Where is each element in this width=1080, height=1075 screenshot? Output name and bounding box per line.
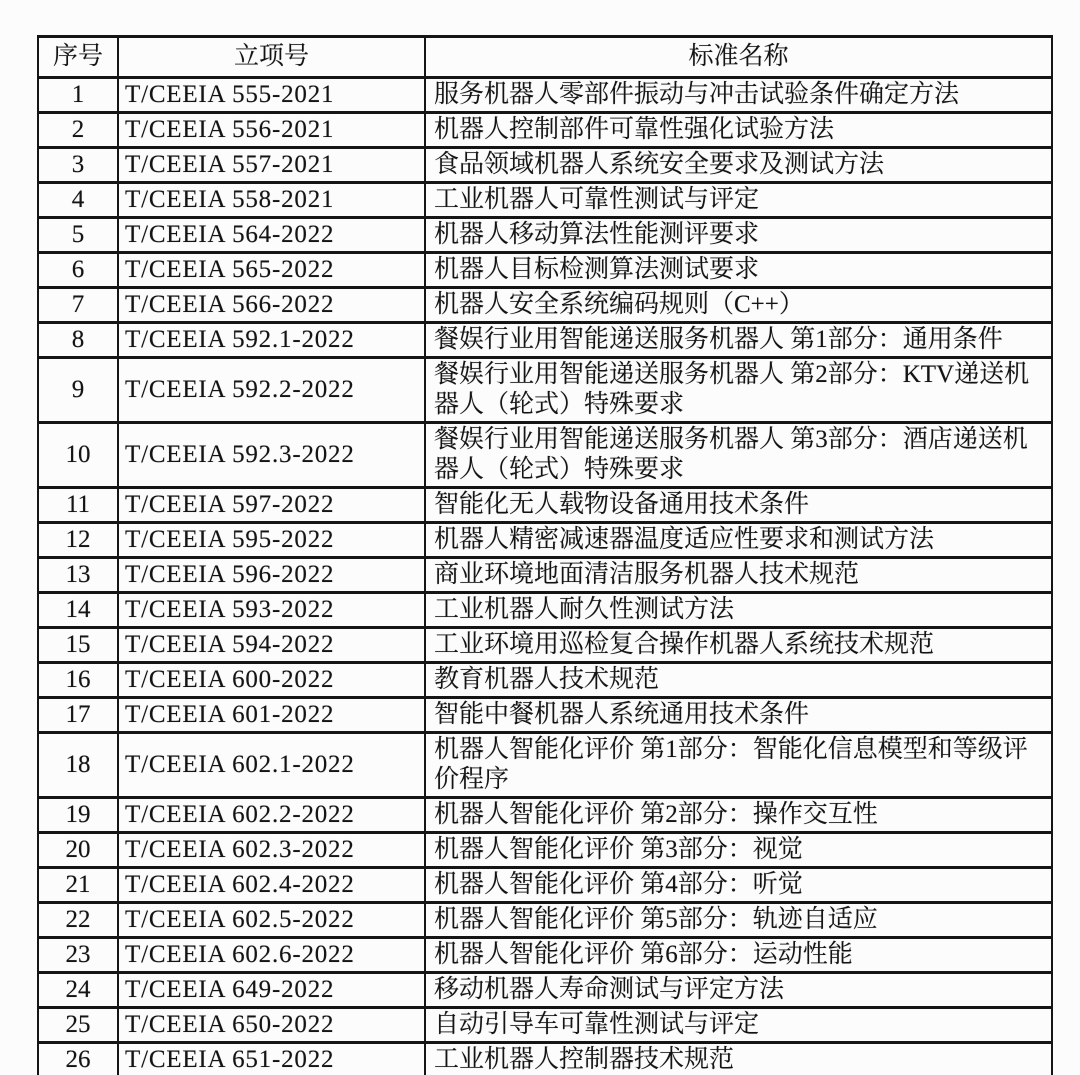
cell-project-number: T/CEEIA 650-2022 bbox=[118, 1008, 425, 1043]
cell-project-number: T/CEEIA 602.5-2022 bbox=[118, 903, 425, 938]
cell-serial-number: 23 bbox=[38, 938, 118, 973]
cell-project-number: T/CEEIA 592.3-2022 bbox=[118, 423, 425, 488]
cell-project-number: T/CEEIA 558-2021 bbox=[118, 183, 425, 218]
cell-serial-number: 9 bbox=[38, 358, 118, 423]
cell-serial-number: 20 bbox=[38, 833, 118, 868]
table-row bbox=[38, 938, 1052, 973]
cell-project-number: T/CEEIA 592.1-2022 bbox=[118, 323, 425, 358]
table-row bbox=[38, 733, 1052, 798]
table-row bbox=[38, 833, 1052, 868]
cell-serial-number: 25 bbox=[38, 1008, 118, 1043]
cell-project-number: T/CEEIA 593-2022 bbox=[118, 593, 425, 628]
cell-standard-name: 机器人智能化评价 第3部分：视觉 bbox=[425, 833, 1052, 868]
cell-serial-number: 7 bbox=[38, 288, 118, 323]
table-row bbox=[38, 78, 1052, 113]
cell-project-number: T/CEEIA 602.4-2022 bbox=[118, 868, 425, 903]
table-header-row bbox=[38, 37, 1052, 78]
cell-project-number: T/CEEIA 596-2022 bbox=[118, 558, 425, 593]
table-row bbox=[38, 523, 1052, 558]
cell-project-number: T/CEEIA 592.2-2022 bbox=[118, 358, 425, 423]
cell-standard-name: 机器人安全系统编码规则（C++） bbox=[425, 288, 1052, 323]
table-row bbox=[38, 903, 1052, 938]
table-row bbox=[38, 113, 1052, 148]
cell-serial-number: 18 bbox=[38, 733, 118, 798]
table-row bbox=[38, 183, 1052, 218]
column-header-project-number: 立项号 bbox=[118, 37, 425, 78]
table-row bbox=[38, 628, 1052, 663]
cell-serial-number: 4 bbox=[38, 183, 118, 218]
table-row bbox=[38, 663, 1052, 698]
cell-project-number: T/CEEIA 565-2022 bbox=[118, 253, 425, 288]
cell-serial-number: 13 bbox=[38, 558, 118, 593]
cell-project-number: T/CEEIA 556-2021 bbox=[118, 113, 425, 148]
table-row bbox=[38, 868, 1052, 903]
cell-serial-number: 6 bbox=[38, 253, 118, 288]
cell-serial-number: 16 bbox=[38, 663, 118, 698]
cell-standard-name: 工业机器人可靠性测试与评定 bbox=[425, 183, 1052, 218]
cell-serial-number: 17 bbox=[38, 698, 118, 733]
cell-serial-number: 26 bbox=[38, 1043, 118, 1075]
table-row bbox=[38, 358, 1052, 423]
cell-standard-name: 服务机器人零部件振动与冲击试验条件确定方法 bbox=[425, 78, 1052, 113]
table-row bbox=[38, 1008, 1052, 1043]
cell-serial-number: 11 bbox=[38, 488, 118, 523]
cell-standard-name: 智能中餐机器人系统通用技术条件 bbox=[425, 698, 1052, 733]
cell-project-number: T/CEEIA 566-2022 bbox=[118, 288, 425, 323]
cell-standard-name: 移动机器人寿命测试与评定方法 bbox=[425, 973, 1052, 1008]
cell-standard-name: 餐娱行业用智能递送服务机器人 第3部分：酒店递送机器人（轮式）特殊要求 bbox=[425, 423, 1052, 488]
cell-project-number: T/CEEIA 601-2022 bbox=[118, 698, 425, 733]
cell-standard-name: 工业机器人耐久性测试方法 bbox=[425, 593, 1052, 628]
cell-serial-number: 1 bbox=[38, 78, 118, 113]
cell-standard-name: 机器人智能化评价 第5部分：轨迹自适应 bbox=[425, 903, 1052, 938]
cell-serial-number: 12 bbox=[38, 523, 118, 558]
cell-serial-number: 8 bbox=[38, 323, 118, 358]
cell-standard-name: 工业环境用巡检复合操作机器人系统技术规范 bbox=[425, 628, 1052, 663]
table-row bbox=[38, 423, 1052, 488]
cell-standard-name: 机器人智能化评价 第2部分：操作交互性 bbox=[425, 798, 1052, 833]
table-row bbox=[38, 253, 1052, 288]
cell-serial-number: 5 bbox=[38, 218, 118, 253]
cell-serial-number: 24 bbox=[38, 973, 118, 1008]
table-row bbox=[38, 323, 1052, 358]
cell-project-number: T/CEEIA 602.6-2022 bbox=[118, 938, 425, 973]
table-row bbox=[38, 973, 1052, 1008]
table-row bbox=[38, 698, 1052, 733]
cell-project-number: T/CEEIA 600-2022 bbox=[118, 663, 425, 698]
cell-serial-number: 22 bbox=[38, 903, 118, 938]
table-row bbox=[38, 488, 1052, 523]
cell-standard-name: 餐娱行业用智能递送服务机器人 第2部分：KTV递送机器人（轮式）特殊要求 bbox=[425, 358, 1052, 423]
cell-serial-number: 15 bbox=[38, 628, 118, 663]
cell-project-number: T/CEEIA 602.1-2022 bbox=[118, 733, 425, 798]
table-row bbox=[38, 148, 1052, 183]
cell-standard-name: 教育机器人技术规范 bbox=[425, 663, 1052, 698]
cell-serial-number: 2 bbox=[38, 113, 118, 148]
cell-standard-name: 机器人智能化评价 第1部分：智能化信息模型和等级评价程序 bbox=[425, 733, 1052, 798]
cell-standard-name: 食品领域机器人系统安全要求及测试方法 bbox=[425, 148, 1052, 183]
cell-standard-name: 餐娱行业用智能递送服务机器人 第1部分：通用条件 bbox=[425, 323, 1052, 358]
table-row bbox=[38, 593, 1052, 628]
cell-serial-number: 3 bbox=[38, 148, 118, 183]
cell-standard-name: 自动引导车可靠性测试与评定 bbox=[425, 1008, 1052, 1043]
table-header bbox=[38, 37, 1052, 78]
cell-standard-name: 机器人控制部件可靠性强化试验方法 bbox=[425, 113, 1052, 148]
table-body bbox=[38, 78, 1052, 1075]
table-row bbox=[38, 288, 1052, 323]
table-row bbox=[38, 1043, 1052, 1075]
cell-project-number: T/CEEIA 594-2022 bbox=[118, 628, 425, 663]
table-row bbox=[38, 218, 1052, 253]
cell-standard-name: 机器人智能化评价 第6部分：运动性能 bbox=[425, 938, 1052, 973]
cell-project-number: T/CEEIA 555-2021 bbox=[118, 78, 425, 113]
cell-standard-name: 工业机器人控制器技术规范 bbox=[425, 1043, 1052, 1075]
cell-serial-number: 19 bbox=[38, 798, 118, 833]
cell-serial-number: 21 bbox=[38, 868, 118, 903]
cell-standard-name: 机器人精密减速器温度适应性要求和测试方法 bbox=[425, 523, 1052, 558]
cell-standard-name: 智能化无人载物设备通用技术条件 bbox=[425, 488, 1052, 523]
table-row bbox=[38, 798, 1052, 833]
cell-project-number: T/CEEIA 602.3-2022 bbox=[118, 833, 425, 868]
cell-project-number: T/CEEIA 602.2-2022 bbox=[118, 798, 425, 833]
cell-standard-name: 机器人目标检测算法测试要求 bbox=[425, 253, 1052, 288]
cell-serial-number: 14 bbox=[38, 593, 118, 628]
column-header-standard-name: 标准名称 bbox=[425, 37, 1052, 78]
cell-project-number: T/CEEIA 597-2022 bbox=[118, 488, 425, 523]
cell-project-number: T/CEEIA 557-2021 bbox=[118, 148, 425, 183]
table-row bbox=[38, 558, 1052, 593]
standards-table bbox=[37, 35, 1053, 1075]
cell-standard-name: 机器人智能化评价 第4部分：听觉 bbox=[425, 868, 1052, 903]
cell-project-number: T/CEEIA 651-2022 bbox=[118, 1043, 425, 1075]
cell-project-number: T/CEEIA 595-2022 bbox=[118, 523, 425, 558]
column-header-serial-number: 序号 bbox=[38, 37, 118, 78]
cell-standard-name: 机器人移动算法性能测评要求 bbox=[425, 218, 1052, 253]
cell-standard-name: 商业环境地面清洁服务机器人技术规范 bbox=[425, 558, 1052, 593]
cell-serial-number: 10 bbox=[38, 423, 118, 488]
cell-project-number: T/CEEIA 649-2022 bbox=[118, 973, 425, 1008]
cell-project-number: T/CEEIA 564-2022 bbox=[118, 218, 425, 253]
